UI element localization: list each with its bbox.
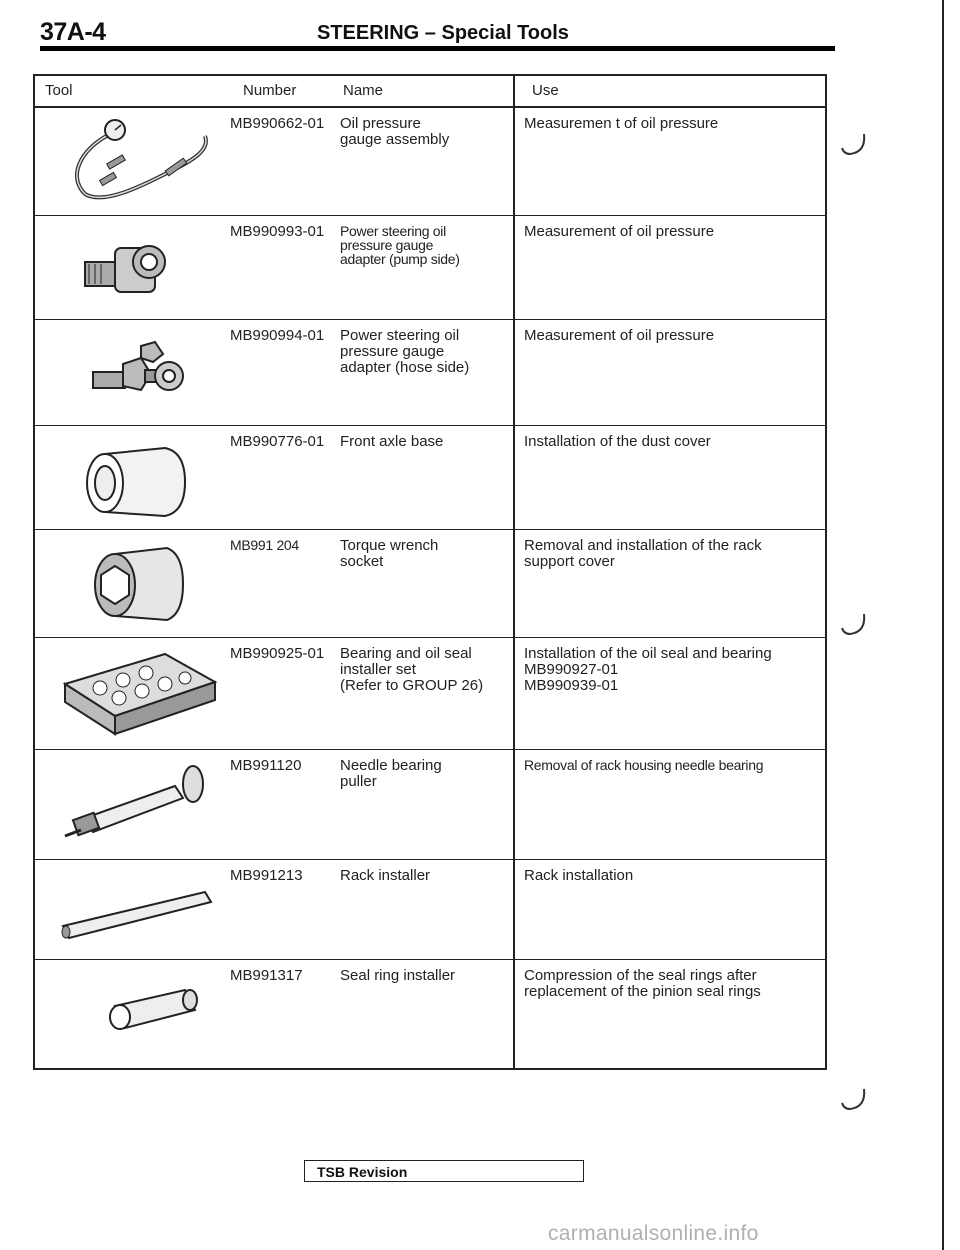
installer-set-case-icon bbox=[45, 644, 225, 740]
binder-mark-icon bbox=[840, 610, 868, 638]
hose-side-adapter-icon bbox=[45, 326, 225, 422]
tool-number: MB990776-01 bbox=[230, 433, 325, 450]
page-header bbox=[40, 16, 835, 51]
tool-name: Oil pressure gauge assembly bbox=[340, 115, 450, 148]
binder-mark-icon bbox=[840, 130, 868, 158]
table-header-row bbox=[35, 76, 825, 108]
tool-use: Removal of rack housing needle bearing bbox=[524, 757, 764, 773]
tool-use: Removal and installation of the rack support cover bbox=[524, 537, 762, 570]
special-tools-table bbox=[33, 74, 827, 1070]
tool-name: Rack installer bbox=[340, 867, 431, 884]
rack-installer-rod-icon bbox=[45, 866, 225, 962]
tsb-revision-label: TSB Revision bbox=[317, 1164, 408, 1180]
tool-name: Power steering oil pressure gauge adapter (hose side) bbox=[340, 327, 470, 376]
axle-base-cylinder-icon bbox=[45, 432, 225, 528]
tool-number: MB991 204 bbox=[230, 537, 299, 553]
watermark: carmanualsonline.info bbox=[548, 1222, 759, 1245]
header-number: Number bbox=[243, 82, 297, 99]
table-row bbox=[35, 108, 825, 216]
table-row bbox=[35, 426, 825, 530]
tool-number: MB991317 bbox=[230, 967, 303, 984]
table-row bbox=[35, 530, 825, 638]
tool-name: Torque wrench socket bbox=[340, 537, 439, 570]
header-name: Name bbox=[343, 82, 384, 99]
page-edge-rule bbox=[942, 0, 944, 1250]
pump-side-adapter-icon bbox=[45, 222, 225, 318]
tool-use: Measurement of oil pressure bbox=[524, 327, 715, 344]
seal-ring-installer-icon bbox=[45, 966, 225, 1062]
table-row bbox=[35, 216, 825, 320]
tool-use: Installation of the dust cover bbox=[524, 433, 711, 450]
header-use: Use bbox=[532, 82, 559, 99]
tool-name: Power steering oil pressure gauge adapter (pump side) bbox=[340, 223, 460, 267]
page-number: 37A-4 bbox=[40, 18, 106, 46]
tool-use: Compression of the seal rings after replacement of the pinion seal rings bbox=[524, 967, 761, 1000]
table-row bbox=[35, 320, 825, 426]
table-row bbox=[35, 638, 825, 750]
needle-bearing-puller-icon bbox=[45, 756, 225, 852]
tool-name: Needle bearing puller bbox=[340, 757, 442, 790]
tool-name: Bearing and oil seal installer set (Refer to GROUP 26) bbox=[340, 645, 484, 694]
tool-use: Installation of the oil seal and bearing MB990927-01 MB990939-01 bbox=[524, 645, 772, 694]
tool-name: Front axle base bbox=[340, 433, 444, 450]
tool-number: MB990662-01 bbox=[230, 115, 325, 132]
tool-name: Seal ring installer bbox=[340, 967, 456, 984]
table-row bbox=[35, 960, 825, 1070]
tool-number: MB990994-01 bbox=[230, 327, 325, 344]
table-row bbox=[35, 860, 825, 960]
binder-mark-icon bbox=[840, 1085, 868, 1113]
tool-use: Measuremen t of oil pressure bbox=[524, 115, 719, 132]
page-title: STEERING – Special Tools bbox=[317, 22, 569, 44]
tool-number: MB990925-01 bbox=[230, 645, 325, 662]
tool-number: MB991213 bbox=[230, 867, 303, 884]
tool-use: Measurement of oil pressure bbox=[524, 223, 715, 240]
header-tool: Tool bbox=[45, 82, 73, 99]
tool-use: Rack installation bbox=[524, 867, 634, 884]
table-row bbox=[35, 750, 825, 860]
tool-number: MB991120 bbox=[230, 757, 302, 774]
tool-number: MB990993-01 bbox=[230, 223, 325, 240]
pressure-gauge-hose-icon bbox=[45, 114, 225, 210]
torque-socket-icon bbox=[45, 536, 225, 632]
tsb-revision-box bbox=[304, 1160, 584, 1182]
